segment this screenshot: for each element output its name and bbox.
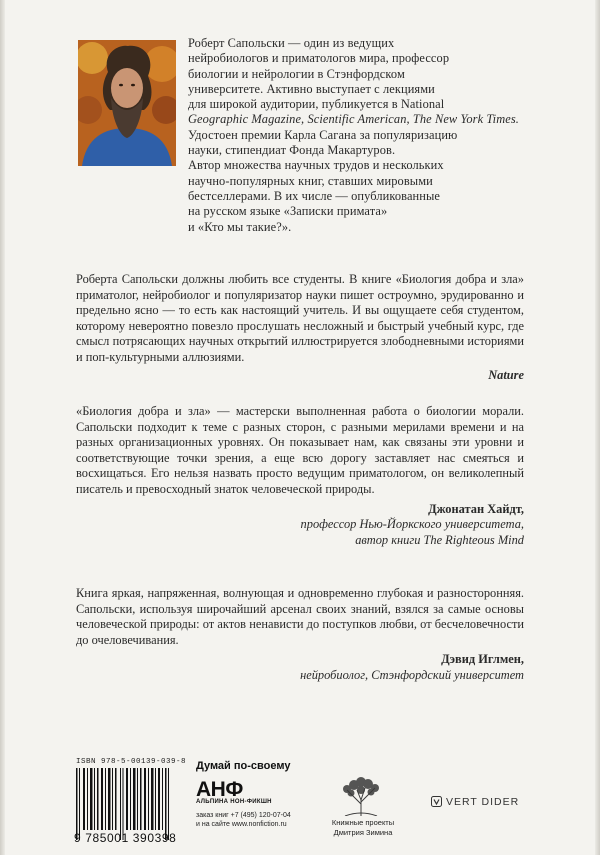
- review-text: Книга яркая, напряженная, волнующая и одновременно глубокая и разносторонняя. Сапольски, используя широчайший арсенал своих знаний, взялся за самые основы человеческой природы: от актов ненависти до поступков любви, от бесчеловечности до очеловечивания.: [76, 586, 524, 647]
- bio-line: и «Кто мы такие?».: [188, 219, 292, 234]
- review-text: Роберта Сапольски должны любить все студенты. В книге «Биология добра и зла» приматолог, нейробиолог и популяризатор науки пишет остроумно, эрудированно и предельно ясно — то есть как настоящий учитель. И вы ощущаете себя студентом, которому невероятно повезло прослушать несложный и быстрый учебный курс, где смысл потрясающих научных открытий иллюстрируется злободневными историями и поп-культурными аллюзиями.: [76, 272, 524, 364]
- review-signature: [76, 502, 524, 549]
- author-photo: [78, 40, 176, 166]
- review-author: Дэвид Иглмен,: [441, 652, 524, 667]
- review-author-role: нейробиолог, Стэнфордский университет: [300, 667, 524, 682]
- bio-line: научно-популярных книг, ставших мировыми: [188, 173, 433, 188]
- publisher-website: и на сайте www.nonfiction.ru: [196, 821, 287, 828]
- review-signature: [76, 652, 524, 683]
- review-author: Джонатан Хайдт,: [428, 501, 524, 516]
- zimin-line: Дмитрия Зимина: [333, 827, 393, 837]
- bio-line: университете. Активно выступает с лекциями: [188, 81, 435, 96]
- cover-right-edge: [595, 0, 600, 855]
- cover-left-edge: [0, 0, 5, 855]
- vert-dider-icon: [431, 796, 442, 807]
- bio-line: для широкой аудитории, публикуется в National: [188, 97, 445, 112]
- barcode: [74, 758, 174, 842]
- bio-line: Роберт Сапольски — один из ведущих: [188, 36, 395, 50]
- review-source: Nature: [488, 367, 524, 382]
- author-bio: [188, 36, 528, 235]
- review-author-role: автор книги The Righteous Mind: [355, 532, 524, 547]
- barcode-number: 9 785001 390398: [74, 831, 177, 845]
- publisher-phone: заказ книг +7 (495) 120-07-04: [196, 812, 291, 819]
- publisher-tagline: Думай по-своему: [196, 760, 291, 772]
- zimin-line: Книжные проекты: [331, 818, 395, 827]
- review-text: «Биология добра и зла» — мастерски выполненная работа о биологии морали. Сапольски подходит к теме с разных сторон, с разными мерилами времени и на разных организационных уровнях. Он показывает нам, как связаны эти уровни и соответствующие точки зрения, а еще всю дорогу заставляет нас смеяться и восхищаться. Его нельзя назвать просто ведущим приматологом, он великолепный писатель и превосходный знаток человеческой природы.: [76, 404, 524, 496]
- publisher-contact: [196, 811, 326, 829]
- vert-dider-logo: VERT DIDER: [446, 796, 520, 808]
- bio-line: нейробиологов и приматологов мира, профессор: [188, 51, 450, 66]
- publisher-logo: АНФ: [196, 778, 243, 801]
- review-haidt: [76, 404, 524, 548]
- zimin-caption: [330, 818, 396, 837]
- bio-line: биологии и нейрологии в Стэнфордском: [188, 66, 405, 81]
- review-nature: [76, 272, 524, 383]
- review-author-role: профессор Нью-Йоркского университета,: [300, 517, 524, 532]
- review-eagleman: [76, 586, 524, 684]
- bio-line: науки, стипендиат Фонда Макартуров.: [188, 143, 396, 158]
- bio-line: Автор множества научных трудов и нескольких: [188, 158, 444, 173]
- isbn-label: ISBN 978-5-00139-039-8: [76, 758, 187, 766]
- tree-icon: [337, 776, 385, 816]
- bio-line: на русском языке «Записки примата»: [188, 204, 388, 219]
- bio-line: Удостоен премии Карла Сагана за популяризацию: [188, 127, 458, 142]
- publisher-logo-subtitle: АЛЬПИНА НОН-ФИКШН: [196, 799, 272, 805]
- bio-line: бестселлерами. В их числе — опубликованные: [188, 188, 441, 203]
- bio-line: Geographic Magazine, Scientific American, The New York Times.: [188, 112, 519, 127]
